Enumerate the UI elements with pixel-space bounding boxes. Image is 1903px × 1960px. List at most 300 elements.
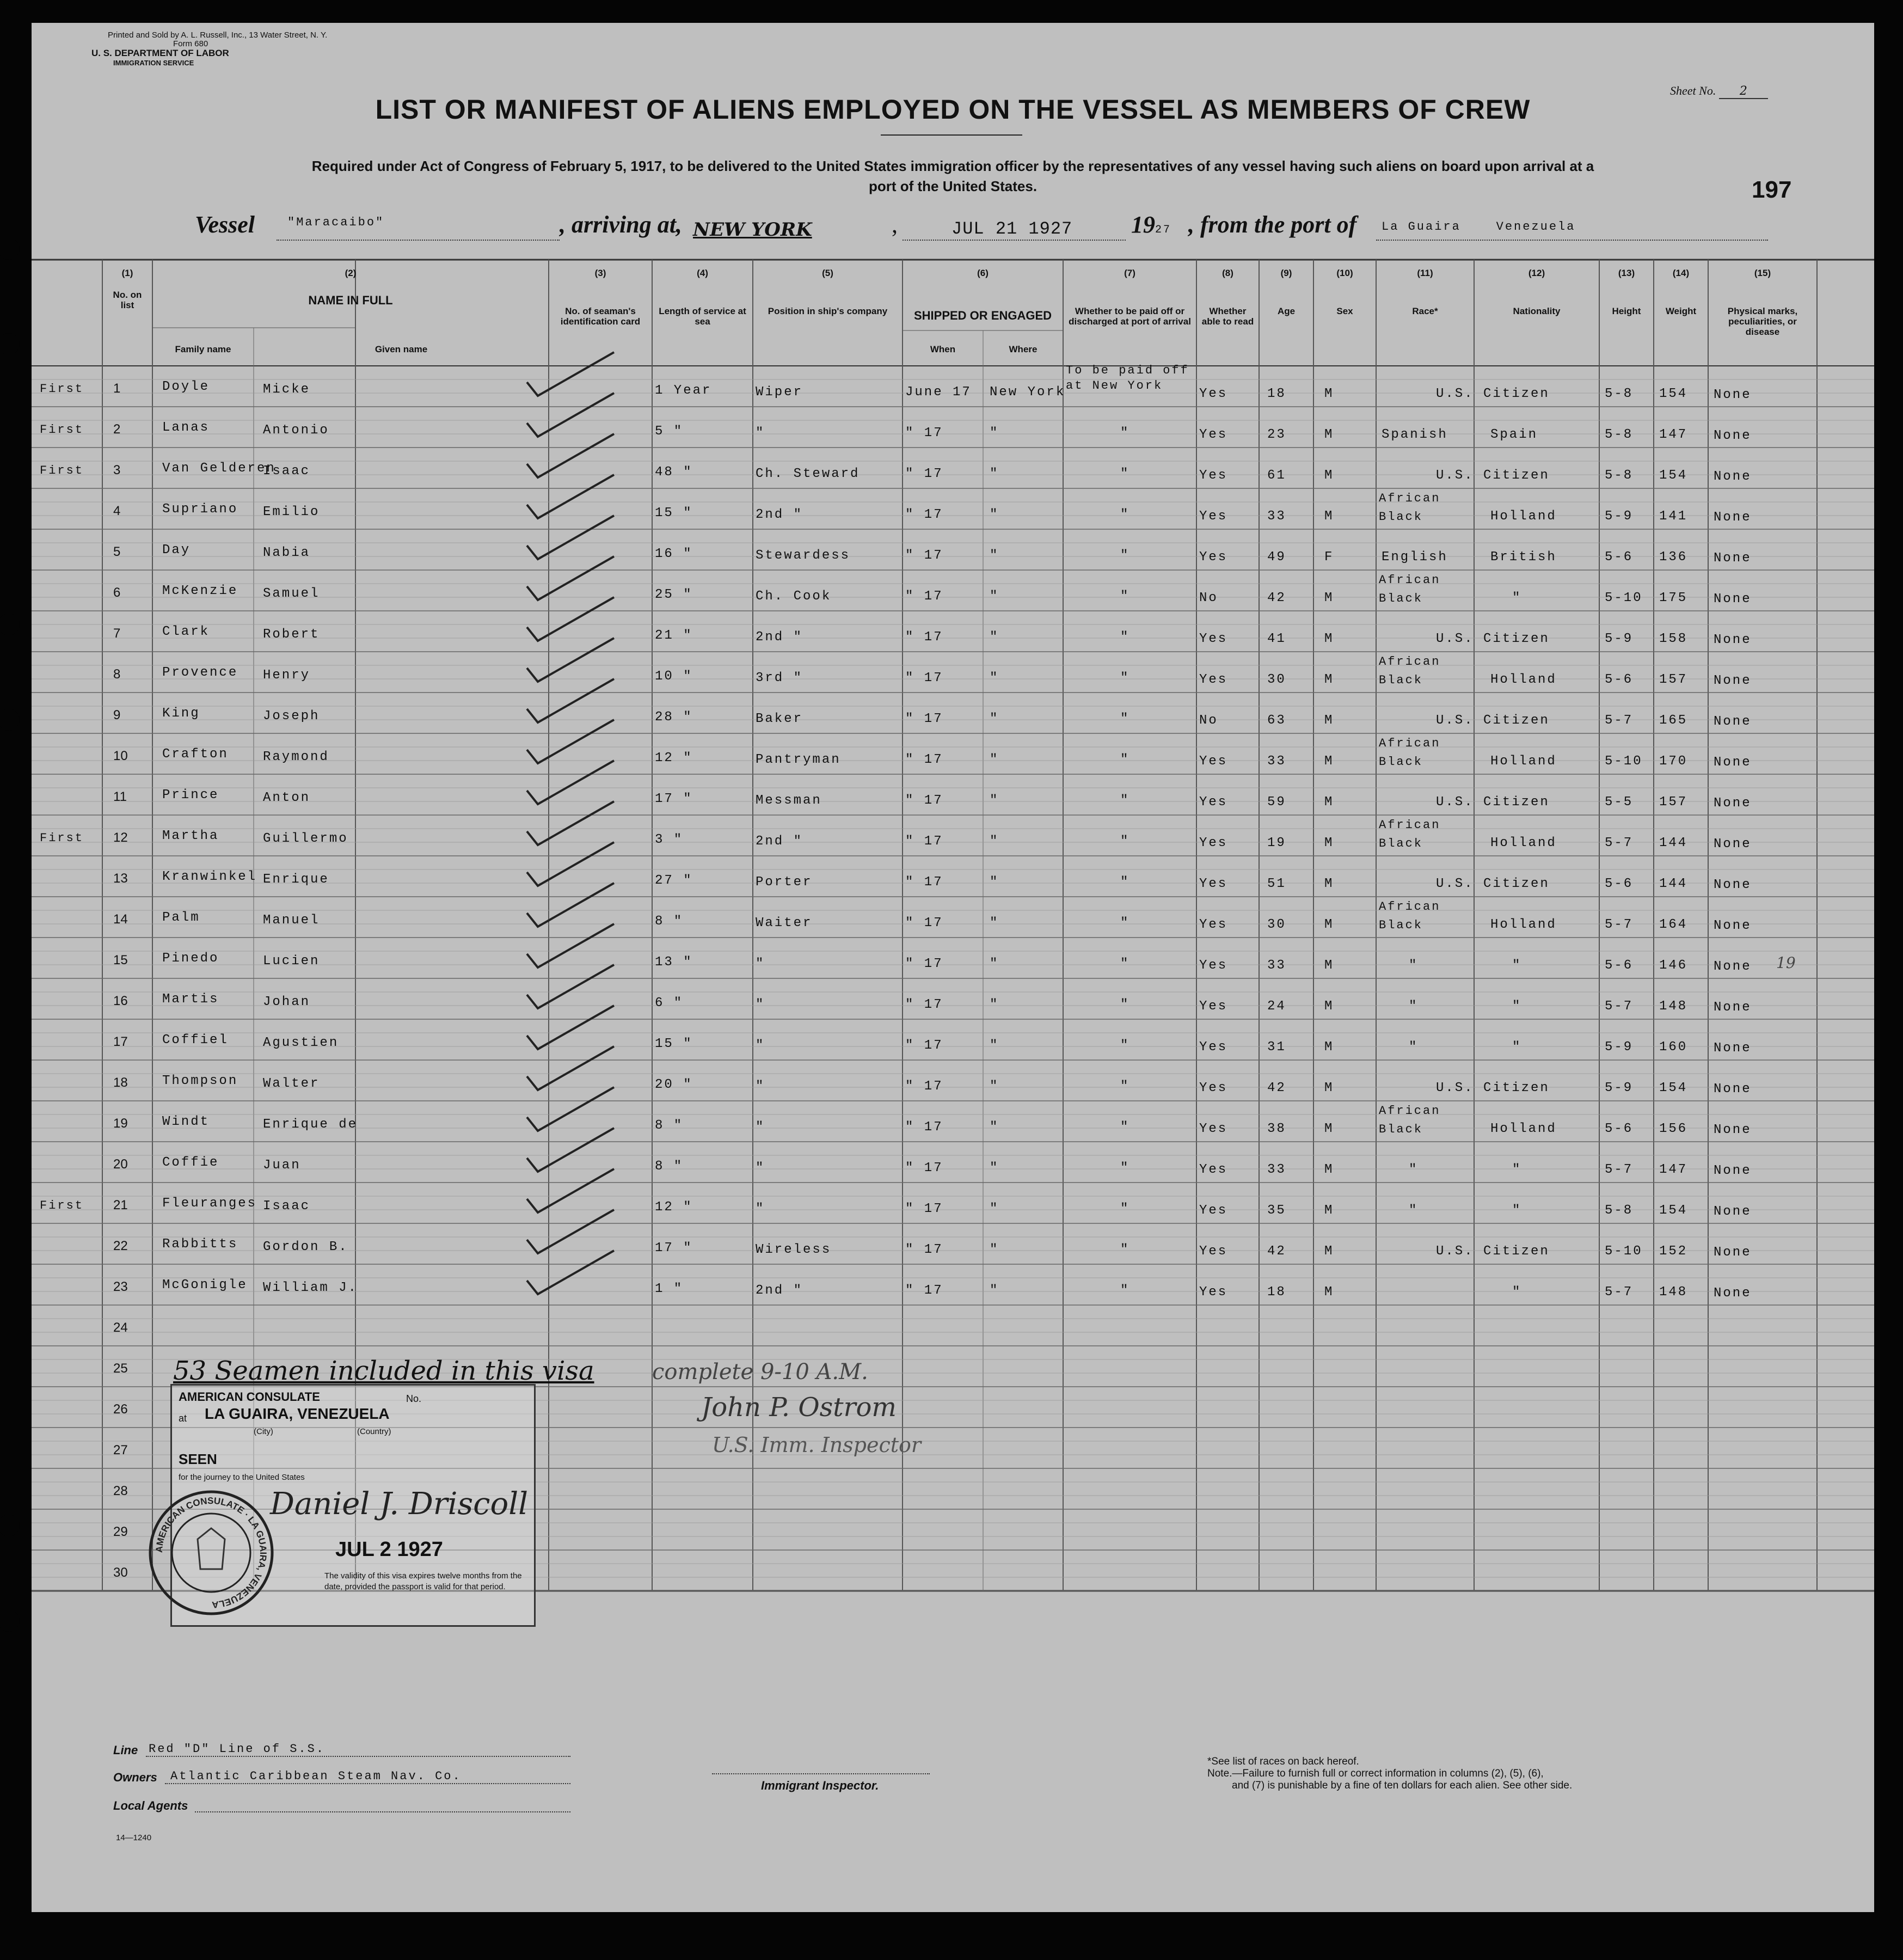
cell-where: " — [990, 1079, 999, 1094]
cell-weight: 152 — [1659, 1244, 1688, 1259]
cell-given: Walter — [263, 1076, 320, 1091]
cell-position: " — [756, 1202, 765, 1216]
cell-age: 33 — [1267, 509, 1286, 524]
cell-read: Yes — [1199, 1081, 1228, 1095]
column-header-label: Physical marks, peculiarities, or disease — [1727, 306, 1798, 337]
cell-where: " — [990, 507, 999, 522]
cell-sex: M — [1324, 877, 1334, 891]
column-number: (5) — [822, 268, 833, 278]
cell-no: 21 — [113, 1198, 128, 1212]
cell-height: 5-6 — [1605, 877, 1634, 891]
cell-age: 31 — [1267, 1040, 1286, 1055]
cell-nationality: Holland — [1490, 509, 1557, 524]
cell-read: Yes — [1199, 550, 1228, 565]
cell-race: African Black — [1379, 573, 1441, 605]
cell-height: 5-8 — [1605, 387, 1634, 401]
comma: , — [892, 211, 898, 238]
cell-service: 27 " — [655, 873, 693, 888]
cell-when: " 17 — [905, 997, 943, 1012]
cell-nationality: Holland — [1490, 1122, 1557, 1136]
cell-when: " 17 — [905, 1202, 943, 1216]
inspector-title: U.S. Imm. Inspector — [712, 1433, 922, 1457]
cell-family: Rabbitts — [162, 1237, 238, 1252]
cell-where: " — [990, 712, 999, 726]
cell-read: Yes — [1199, 754, 1228, 769]
cell-no: 10 — [113, 749, 128, 763]
cell-sex: M — [1324, 713, 1334, 728]
footer-owners-underline — [165, 1783, 570, 1784]
cell-service: 15 " — [655, 1037, 693, 1051]
cell-when: " 17 — [905, 630, 943, 645]
cell-read: No — [1199, 713, 1218, 728]
cell-nationality: Holland — [1490, 754, 1557, 769]
cell-height: 5-9 — [1605, 632, 1634, 646]
cell-when: June 17 — [905, 385, 972, 400]
year-value: 27 — [1155, 224, 1172, 236]
cell-age: 49 — [1267, 550, 1286, 565]
cell-nationality: U.S. Citizen — [1436, 713, 1550, 728]
column-number: (10) — [1336, 268, 1353, 278]
cell-no: 1 — [113, 381, 121, 396]
cell-family: Crafton — [162, 747, 229, 762]
cell-marks: None — [1714, 592, 1752, 607]
cell-sex: M — [1324, 836, 1334, 850]
cell-read: Yes — [1199, 836, 1228, 850]
cell-position: Ch. Steward — [756, 467, 860, 481]
cell-given: Raymond — [263, 750, 329, 764]
stamp-city: LA GUAIRA, VENEZUELA — [205, 1405, 390, 1422]
cell-service: 13 " — [655, 955, 693, 970]
cell-height: 5-9 — [1605, 1040, 1634, 1055]
cell-race: " — [1409, 999, 1419, 1014]
cell-where: " — [990, 1242, 999, 1257]
cell-position: 2nd " — [756, 1283, 803, 1298]
inspector-signature: John P. Ostrom — [701, 1392, 897, 1423]
cell-service: 16 " — [655, 547, 693, 561]
cell-where: " — [990, 671, 999, 685]
cell-height: 5-6 — [1605, 672, 1634, 687]
cell-height: 5-10 — [1605, 591, 1643, 605]
page-title: LIST OR MANIFEST OF ALIENS EMPLOYED ON THE VESSEL AS MEMBERS OF CREW — [375, 94, 1531, 125]
cell-sex: M — [1324, 917, 1334, 932]
cell-height: 5-6 — [1605, 958, 1634, 973]
cell-no: 7 — [113, 626, 121, 641]
cell-weight: 175 — [1659, 591, 1688, 605]
cell-age: 61 — [1267, 468, 1286, 483]
cell-read: Yes — [1199, 672, 1228, 687]
cell-service: 3 " — [655, 832, 684, 847]
cell-sex: M — [1324, 999, 1334, 1014]
cell-read: Yes — [1199, 509, 1228, 524]
column-number: (6) — [977, 268, 989, 278]
cell-weight: 147 — [1659, 427, 1688, 442]
cell-where: " — [990, 1120, 999, 1135]
cell-paid: " — [1120, 426, 1130, 440]
cell-no: 20 — [113, 1157, 128, 1172]
cell-service: 12 " — [655, 1200, 693, 1215]
cell-family: Thompson — [162, 1074, 238, 1088]
cell-sex: M — [1324, 1285, 1334, 1300]
binder-hole — [0, 614, 20, 635]
column-header-label: No. on list — [113, 290, 142, 310]
cell-nationality: U.S. Citizen — [1436, 795, 1550, 810]
check-mark-icon — [527, 475, 614, 518]
cell-no: 13 — [113, 871, 128, 886]
binder-hole — [0, 1610, 20, 1632]
check-mark-icon — [527, 638, 614, 682]
cell-nationality: " — [1512, 1162, 1522, 1177]
cell-height: 5-7 — [1605, 999, 1634, 1014]
cell-sex: M — [1324, 1122, 1334, 1136]
footer-note1: *See list of races on back hereof. — [1207, 1756, 1359, 1767]
cell-when: " 17 — [905, 548, 943, 563]
column-header-label: Sex — [1336, 306, 1353, 316]
cell-weight: 165 — [1659, 713, 1688, 728]
stamp-validity: The validity of this visa expires twelve months from the date, provided the passport is valid for that period. — [324, 1571, 522, 1591]
cell-when: " 17 — [905, 671, 943, 685]
check-mark-icon — [527, 1128, 614, 1172]
arriving-port: NEW YORK — [693, 219, 812, 241]
cell-paid: " — [1120, 1038, 1130, 1053]
cell-no: 25 — [113, 1361, 128, 1376]
cell-age: 33 — [1267, 1162, 1286, 1177]
cell-marks: None — [1714, 673, 1752, 688]
check-mark-icon — [527, 1169, 614, 1212]
cell-sex: M — [1324, 754, 1334, 769]
cell-sex: M — [1324, 1162, 1334, 1177]
check-mark-icon — [527, 393, 614, 437]
cell-family: Clark — [162, 624, 210, 639]
cell-race: " — [1409, 1040, 1419, 1055]
cell-marks: None — [1714, 388, 1752, 402]
cell-race: English — [1382, 550, 1448, 565]
sheet-value: 2 — [1719, 84, 1768, 99]
cell-family: Supriano — [162, 502, 238, 517]
cell-service: 15 " — [655, 506, 693, 520]
cell-paid: " — [1120, 1120, 1130, 1135]
cell-height: 5-8 — [1605, 1203, 1634, 1218]
cell-marks: None — [1714, 918, 1752, 933]
cell-given: Nabia — [263, 546, 311, 560]
cell-read: Yes — [1199, 1285, 1228, 1300]
stamp-city-label: (City) — [254, 1427, 273, 1436]
column-header-label: Length of service at sea — [659, 306, 746, 327]
cell-paid: To be paid off at New York — [1066, 364, 1189, 393]
cell-when: " 17 — [905, 1120, 943, 1135]
column-number: (9) — [1280, 268, 1292, 278]
cell-height: 5-7 — [1605, 836, 1634, 850]
cell-position: 3rd " — [756, 671, 803, 685]
cell-marks: None — [1714, 959, 1752, 974]
check-mark-icon — [527, 556, 614, 600]
column-header-label: Height — [1612, 306, 1641, 316]
cell-family: McGonigle — [162, 1278, 248, 1293]
cell-age: 63 — [1267, 713, 1286, 728]
cell-race: Spanish — [1382, 427, 1448, 442]
cell-where: " — [990, 997, 999, 1012]
cell-marks: None — [1714, 551, 1752, 566]
column-subheader: When — [930, 344, 956, 354]
cell-sex: M — [1324, 958, 1334, 973]
cell-when: " 17 — [905, 1242, 943, 1257]
cell-age: 33 — [1267, 754, 1286, 769]
cell-where: " — [990, 589, 999, 604]
cell-position: " — [756, 1161, 765, 1175]
cell-race: " — [1409, 1162, 1419, 1177]
cell-when: " 17 — [905, 1283, 943, 1298]
cell-paid: " — [1120, 507, 1130, 522]
cell-no: 12 — [113, 830, 128, 845]
check-mark-icon — [527, 965, 614, 1008]
cell-no: 24 — [113, 1320, 128, 1335]
cell-nationality: Holland — [1490, 917, 1557, 932]
check-mark-icon — [527, 842, 614, 886]
stamp-seen: SEEN — [179, 1451, 217, 1467]
cell-marks: None — [1714, 428, 1752, 443]
cell-when: " 17 — [905, 426, 943, 440]
cell-when: " 17 — [905, 1079, 943, 1094]
cell-nationality: Holland — [1490, 836, 1557, 850]
column-header-label: SHIPPED OR ENGAGED — [913, 309, 1052, 322]
cell-family: Pinedo — [162, 951, 219, 966]
cell-position: 2nd " — [756, 507, 803, 522]
cell-family: Prince — [162, 788, 219, 803]
cell-service: 8 " — [655, 914, 684, 929]
stamp-consulate: AMERICAN CONSULATE — [179, 1390, 320, 1404]
cell-paid: " — [1120, 1079, 1130, 1094]
stamp-signature: Daniel J. Driscoll — [270, 1486, 529, 1522]
cell-where: " — [990, 752, 999, 767]
cell-margin: First — [40, 423, 84, 437]
cell-family: Provence — [162, 665, 238, 680]
cell-read: Yes — [1199, 917, 1228, 932]
cell-weight: 154 — [1659, 1203, 1688, 1218]
check-mark-icon — [527, 597, 614, 641]
check-mark-icon — [527, 801, 614, 845]
column-number: (11) — [1417, 268, 1433, 278]
cell-age: 19 — [1267, 836, 1286, 850]
cell-where: " — [990, 1161, 999, 1175]
cell-when: " 17 — [905, 1161, 943, 1175]
cell-race: African Black — [1379, 1104, 1441, 1136]
cell-height: 5-7 — [1605, 917, 1634, 932]
cell-service: 6 " — [655, 996, 684, 1010]
cell-when: " 17 — [905, 589, 943, 604]
cell-marks: None — [1714, 1041, 1752, 1056]
cell-position: Wiper — [756, 385, 803, 400]
cell-family: Day — [162, 543, 191, 558]
cell-paid: " — [1120, 671, 1130, 685]
cell-paid: " — [1120, 1161, 1130, 1175]
cell-no: 6 — [113, 585, 121, 600]
cell-race: African Black — [1379, 818, 1441, 850]
cell-no: 2 — [113, 422, 121, 437]
cell-weight: 157 — [1659, 795, 1688, 810]
cell-service: 8 " — [655, 1118, 684, 1133]
check-mark-icon — [527, 761, 614, 804]
cell-position: Wireless — [756, 1242, 832, 1257]
cell-margin: First — [40, 382, 84, 396]
footer-form-number: 14—1240 — [116, 1833, 152, 1842]
cell-position: Messman — [756, 793, 822, 808]
from-port: La Guaira Venezuela — [1382, 220, 1576, 234]
column-header-label: NAME IN FULL — [308, 293, 393, 307]
cell-weight: 164 — [1659, 917, 1688, 932]
cell-weight: 147 — [1659, 1162, 1688, 1177]
cell-sex: M — [1324, 632, 1334, 646]
cell-given: Agustien — [263, 1036, 339, 1050]
cell-position: 2nd " — [756, 834, 803, 849]
cell-paid: " — [1120, 467, 1130, 481]
cell-no: 27 — [113, 1443, 128, 1457]
cell-nationality: U.S. Citizen — [1436, 387, 1550, 401]
cell-race: " — [1409, 958, 1419, 973]
complete-note: complete 9-10 A.M. — [652, 1359, 868, 1385]
cell-family: Lanas — [162, 420, 210, 435]
check-mark-icon — [527, 1087, 614, 1131]
cell-position: " — [756, 1038, 765, 1053]
footer-inspector-label: Immigrant Inspector. — [761, 1779, 879, 1792]
column-number: (13) — [1618, 268, 1635, 278]
cell-weight: 146 — [1659, 958, 1688, 973]
cell-given: William J. — [263, 1281, 358, 1295]
cell-no: 26 — [113, 1402, 128, 1417]
manifest-sheet — [32, 23, 1874, 1912]
cell-service: 1 Year — [655, 383, 712, 398]
cell-sex: M — [1324, 795, 1334, 810]
cell-age: 30 — [1267, 672, 1286, 687]
cell-age: 35 — [1267, 1203, 1286, 1218]
footer-agents-underline — [195, 1811, 570, 1812]
cell-given: Lucien — [263, 954, 320, 969]
cell-family: McKenzie — [162, 584, 238, 598]
footer-line-underline — [146, 1756, 570, 1757]
date-stamp: JUL 21 1927 — [952, 219, 1073, 239]
year-prefix: 19 — [1131, 211, 1155, 238]
vessel-name: "Maracaibo" — [287, 216, 385, 229]
cell-given: Robert — [263, 627, 320, 642]
cell-nationality: " — [1512, 1203, 1522, 1218]
cell-position: " — [756, 997, 765, 1012]
cell-height: 5-8 — [1605, 427, 1634, 442]
cell-service: 12 " — [655, 751, 693, 765]
cell-age: 41 — [1267, 632, 1286, 646]
cell-given: Guillermo — [263, 831, 348, 846]
cell-where: " — [990, 426, 999, 440]
cell-race: African Black — [1379, 492, 1441, 524]
cell-no: 15 — [113, 953, 128, 967]
cell-where: " — [990, 957, 999, 971]
cell-family: King — [162, 706, 200, 721]
cell-nationality: " — [1512, 999, 1522, 1014]
cell-marks: None — [1714, 469, 1752, 484]
column-number: (4) — [697, 268, 708, 278]
cell-no: 5 — [113, 544, 121, 559]
row14-note: 19 — [1776, 954, 1796, 972]
cell-family: Windt — [162, 1114, 210, 1129]
column-subheader: Family name — [175, 344, 231, 354]
sheet-label: Sheet No. — [1670, 84, 1716, 97]
cell-given: Johan — [263, 995, 311, 1009]
cell-where: " — [990, 1283, 999, 1298]
cell-marks: None — [1714, 1204, 1752, 1219]
binder-hole — [0, 709, 20, 731]
column-header-label: Age — [1277, 306, 1296, 316]
cell-sex: M — [1324, 1040, 1334, 1055]
stamp-at-label: at — [179, 1413, 187, 1424]
cell-no: 28 — [113, 1484, 128, 1498]
check-mark-icon — [527, 720, 614, 763]
column-number: (3) — [594, 268, 606, 278]
cell-race: African Black — [1379, 655, 1441, 687]
column-number: (1) — [121, 268, 133, 278]
cell-age: 23 — [1267, 427, 1286, 442]
column-header-label: No. of seaman's identification card — [560, 306, 641, 327]
binder-hole — [0, 1515, 20, 1536]
cell-no: 8 — [113, 667, 121, 682]
check-mark-icon — [527, 1046, 614, 1090]
cell-service: 5 " — [655, 424, 684, 439]
cell-paid: " — [1120, 997, 1130, 1012]
cell-marks: None — [1714, 837, 1752, 852]
cell-when: " 17 — [905, 875, 943, 890]
cell-nationality: " — [1512, 1040, 1522, 1055]
cell-given: Gordon B. — [263, 1240, 348, 1254]
cell-sex: M — [1324, 1244, 1334, 1259]
cell-paid: " — [1120, 834, 1130, 849]
cell-weight: 160 — [1659, 1040, 1688, 1055]
stamp-no-label: No. — [406, 1393, 422, 1404]
cell-where: New York — [990, 385, 1066, 400]
column-number: (12) — [1528, 268, 1545, 278]
cell-weight: 148 — [1659, 999, 1688, 1014]
cell-service: 1 " — [655, 1282, 684, 1296]
cell-no: 17 — [113, 1034, 128, 1049]
cell-given: Isaac — [263, 464, 311, 479]
column-header-label: Weight — [1665, 306, 1697, 316]
cell-where: " — [990, 1038, 999, 1053]
cell-age: 18 — [1267, 387, 1286, 401]
cell-read: Yes — [1199, 632, 1228, 646]
column-number: (14) — [1672, 268, 1690, 278]
cell-where: " — [990, 875, 999, 890]
cell-paid: " — [1120, 589, 1130, 604]
check-mark-icon — [527, 679, 614, 722]
cell-position: Stewardess — [756, 548, 851, 563]
cell-family: Van Gelderen — [162, 461, 276, 476]
cell-race: African Black — [1379, 900, 1441, 932]
footer-owners-value: Atlantic Caribbean Steam Nav. Co. — [170, 1769, 462, 1783]
cell-age: 42 — [1267, 591, 1286, 605]
cell-paid: " — [1120, 1283, 1130, 1298]
cell-position: Baker — [756, 712, 803, 726]
cell-height: 5-6 — [1605, 550, 1634, 565]
cell-no: 9 — [113, 708, 121, 722]
check-mark-icon — [527, 1251, 614, 1294]
cell-height: 5-5 — [1605, 795, 1634, 810]
cell-given: Emilio — [263, 505, 320, 519]
cell-height: 5-10 — [1605, 754, 1643, 769]
cell-weight: 157 — [1659, 672, 1688, 687]
cell-age: 42 — [1267, 1081, 1286, 1095]
binder-hole — [0, 238, 20, 260]
cell-when: " 17 — [905, 916, 943, 930]
cell-family: Martha — [162, 829, 219, 843]
cell-sex: M — [1324, 1203, 1334, 1218]
cell-position: " — [756, 426, 765, 440]
cell-where: " — [990, 916, 999, 930]
cell-when: " 17 — [905, 507, 943, 522]
